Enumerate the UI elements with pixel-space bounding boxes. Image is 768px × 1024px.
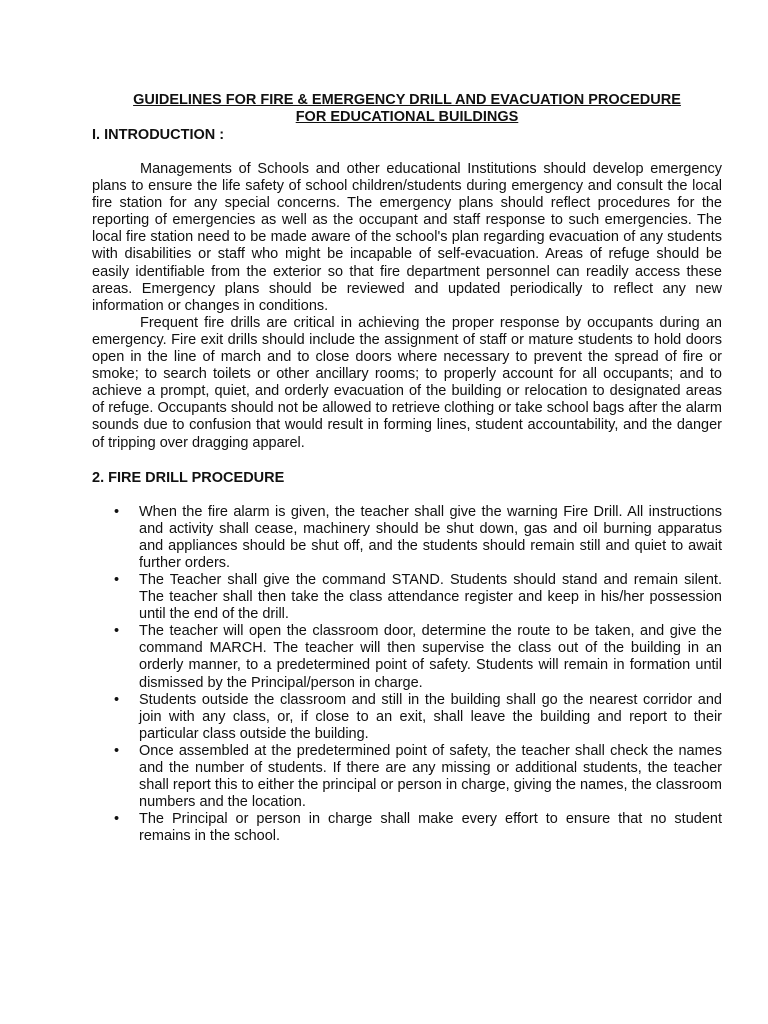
bullet-icon: • bbox=[114, 811, 120, 828]
fire-drill-steps-list bbox=[92, 504, 722, 846]
introduction-paragraph-2: Frequent fire drills are critical in achieving the proper response by occupants during an emergency. Fire exit drills should include the assignment of staff or mature students to hold doors open in the line of march and to close doors where necessary to prevent the spread of fire or smoke; to search toilets or other ancillary rooms; to properly account for all occupants; and to achieve a prompt, quiet, and orderly evacuation of the building or relocation to designated areas of refuge. Occupants should not be allowed to retrieve clothing or take school bags after the alarm sounds due to confusion that would result in forming lines, student accountability, and the danger of tripping over dragging apparel. bbox=[92, 314, 722, 451]
list-item bbox=[92, 743, 722, 811]
list-item bbox=[92, 504, 722, 572]
list-item-text: Once assembled at the predetermined point of safety, the teacher shall check the names and the number of students. If there are any missing or additional students, the teacher shall report this to either the principal or person in charge, giving the names, the classroom numbers and the location. bbox=[139, 742, 722, 811]
list-item bbox=[92, 692, 722, 743]
list-item-text: When the fire alarm is given, the teacher shall give the warning Fire Drill. All instructions and activity shall cease, machinery should be shut down, gas and oil burning apparatus and appliances should be shut off, and the students should remain still and quiet to await further orders. bbox=[139, 503, 722, 571]
document-title-line-1: GUIDELINES FOR FIRE & EMERGENCY DRILL AND EVACUATION PROCEDURE bbox=[133, 92, 681, 108]
list-item-text: Students outside the classroom and still in the building shall go the nearest corridor and join with any class, or, if close to an exit, shall leave the building and report to their particular class outside the building. bbox=[139, 691, 722, 742]
bullet-icon: • bbox=[114, 571, 120, 588]
fire-drill-procedure-heading: 2. FIRE DRILL PROCEDURE bbox=[92, 469, 285, 486]
list-item bbox=[92, 572, 722, 623]
list-item-text: The Principal or person in charge shall make every effort to ensure that no student remains in the school. bbox=[139, 811, 722, 845]
list-item bbox=[92, 623, 722, 691]
bullet-icon: • bbox=[114, 623, 120, 640]
introduction-paragraph-1: Managements of Schools and other educational Institutions should develop emergency plans to ensure the life safety of school children/students during emergency and consult the local fire station for any special concerns. The emergency plans should reflect procedures for the reporting of emergencies as well as the occupant and staff response to such emergencies. The local fire station need to be made aware of the school's plan regarding evacuation of any students with disabilities or staff who might be incapable of self-evacuation. Areas of refuge should be easily identifiable from the exterior so that fire department personnel can readily access these areas. Emergency plans should be reviewed and updated periodically to reflect any new information or changes in conditions. bbox=[92, 161, 722, 314]
list-item bbox=[92, 811, 722, 845]
document-page bbox=[92, 92, 722, 845]
list-item-text: The Teacher shall give the command STAND. Students should stand and remain silent. The teacher shall then take the class attendance register and keep in his/her possession until the end of the drill. bbox=[139, 571, 722, 623]
bullet-icon: • bbox=[114, 691, 120, 708]
document-title-line-2: FOR EDUCATIONAL BUILDINGS bbox=[295, 109, 519, 125]
bullet-icon: • bbox=[114, 742, 120, 759]
list-item-text: The teacher will open the classroom door, determine the route to be taken, and give the command MARCH. The teacher will then supervise the class out of the building in an orderly manner, to a predetermined point of safety. Students will remain in formation until dismissed by the Principal/person in charge. bbox=[139, 623, 722, 691]
introduction-heading: I. INTRODUCTION : bbox=[92, 127, 225, 143]
bullet-icon: • bbox=[114, 503, 120, 520]
